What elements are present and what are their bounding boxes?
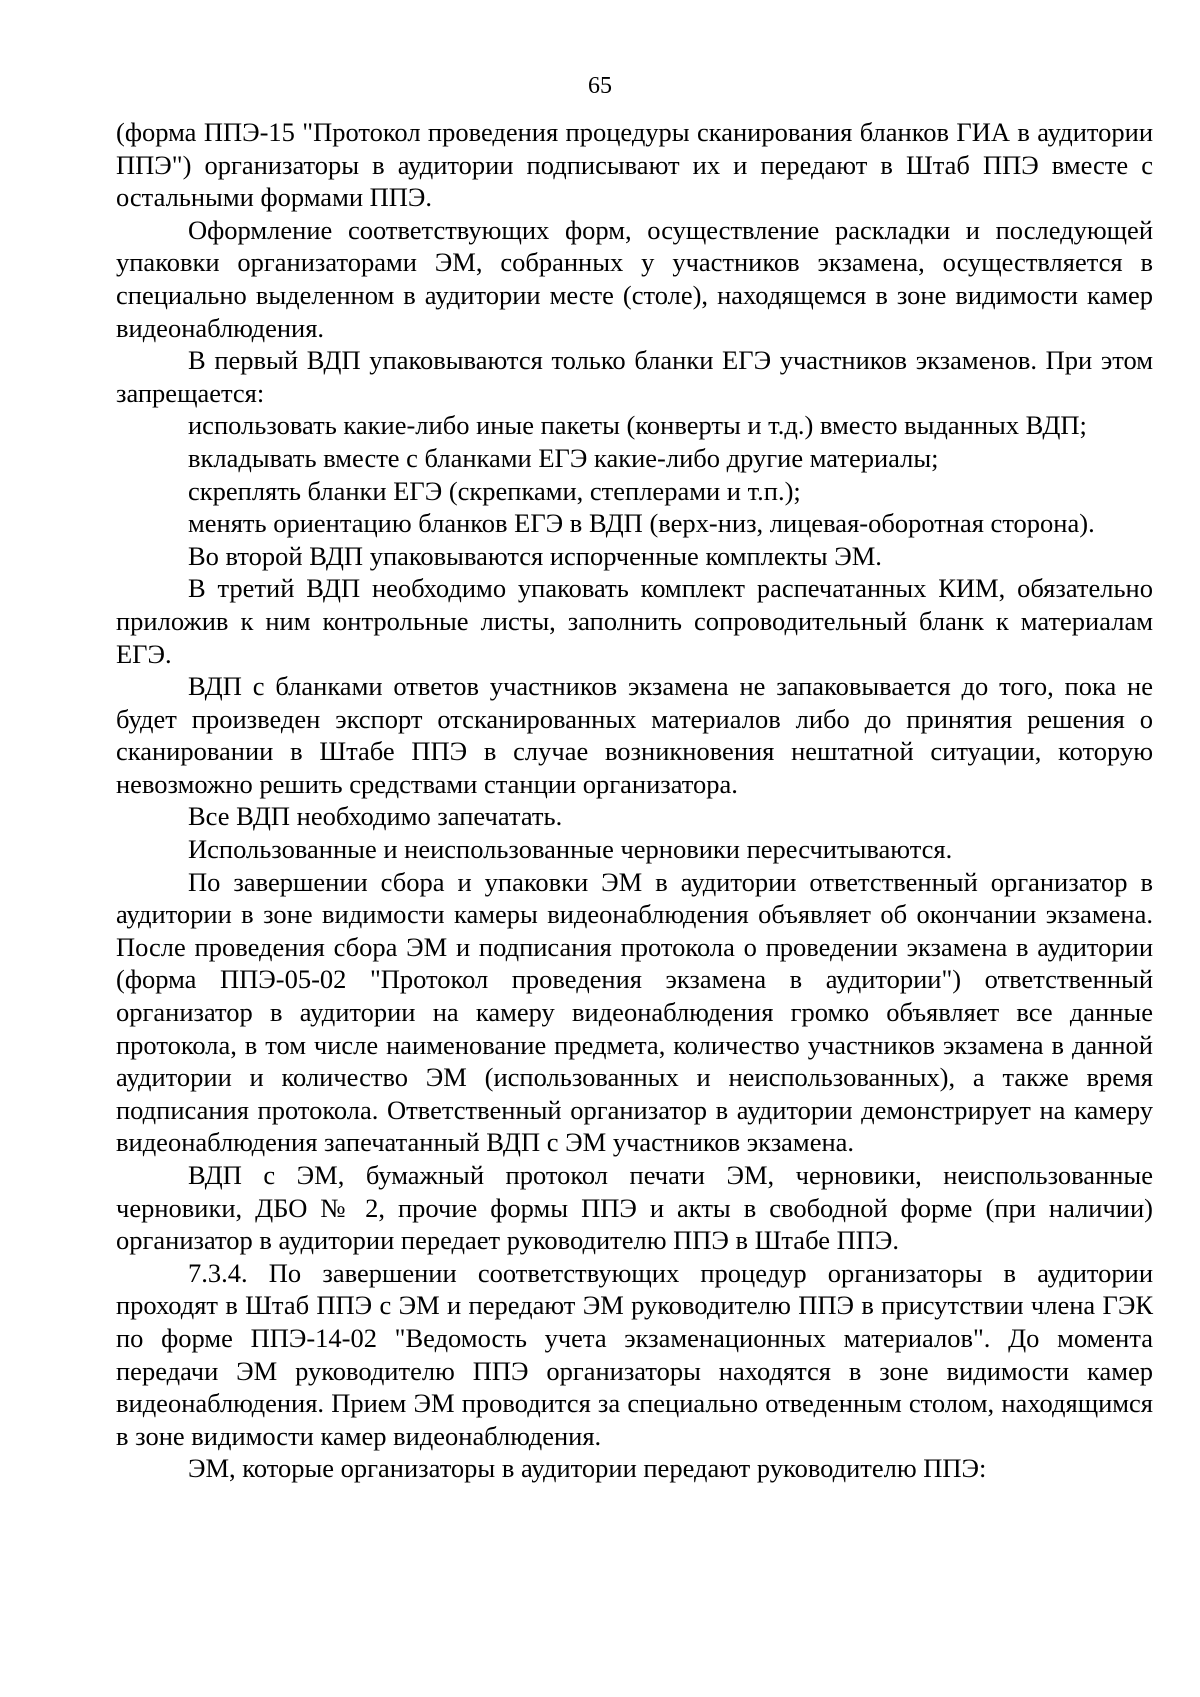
list-item: скреплять бланки ЕГЭ (скрепками, степлерами и т.п.); <box>188 475 801 506</box>
paragraph: Оформление соответствующих форм, осуществление раскладки и последующей упаковки организаторами ЭМ, собранных у участников экзамена, осуществляется в специально выделенном в аудитории месте (столе), находящемся в зоне видимости камер видеонаблюдения. <box>116 214 1153 343</box>
paragraph: В первый ВДП упаковываются только бланки ЕГЭ участников экзаменов. При этом запрещается: <box>116 345 1153 408</box>
paragraph: (форма ППЭ-15 "Протокол проведения процедуры сканирования бланков ГИА в аудитории ППЭ") организаторы в аудитории подписывают их и передают в Штаб ППЭ вместе с остальными формами ППЭ. <box>116 117 1153 213</box>
paragraph: Использованные и неиспользованные черновики пересчитываются. <box>188 834 953 865</box>
section-paragraph: 7.3.4. По завершении соответствующих процедур организаторы в аудитории проходят в Штаб ППЭ с ЭМ и передают ЭМ руководителю ППЭ в присутствии члена ГЭК по форме ППЭ-14-02 "Ведомость учета экзаменационных материалов". До момента передачи ЭМ руководителю ППЭ организаторы находятся в зоне видимости камер видеонаблюдения. Прием ЭМ проводится за специально отведенным столом, находящимся в зоне видимости камер видеонаблюдения. <box>116 1257 1153 1451</box>
page-number: 65 <box>588 73 612 99</box>
list-item: менять ориентацию бланков ЕГЭ в ВДП (верх-низ, лицевая-оборотная сторона). <box>188 508 1095 539</box>
paragraph: По завершении сбора и упаковки ЭМ в аудитории ответственный организатор в аудитории в зоне видимости камеры видеонаблюдения объявляет об окончании экзамена. После проведения сбора ЭМ и подписания протокола о проведении экзамена в аудитории (форма ППЭ-05-02 "Протокол проведения экзамена в аудитории") ответственный организатор в аудитории на камеру видеонаблюдения громко объявляет все данные протокола, в том числе наименование предмета, количество участников экзамена в данной аудитории и количество ЭМ (использованных и неиспользованных), а также время подписания протокола. Ответственный организатор в аудитории демонстрирует на камеру видеонаблюдения запечатанный ВДП с ЭМ участников экзамена. <box>116 866 1153 1158</box>
body-text <box>116 116 1153 1485</box>
paragraph: В третий ВДП необходимо упаковать комплект распечатанных КИМ, обязательно приложив к ним контрольные листы, заполнить сопроводительный бланк к материалам ЕГЭ. <box>116 573 1153 669</box>
paragraph: ВДП с бланками ответов участников экзамена не запаковывается до того, пока не будет произведен экспорт отсканированных материалов либо до принятия решения о сканировании в Штабе ППЭ в случае возникновения нештатной ситуации, которую невозможно решить средствами станции организатора. <box>116 671 1153 799</box>
list-item: использовать какие-либо иные пакеты (конверты и т.д.) вместо выданных ВДП; <box>188 410 1087 441</box>
paragraph: Во второй ВДП упаковываются испорченные комплекты ЭМ. <box>188 540 882 571</box>
list-item: вкладывать вместе с бланками ЕГЭ какие-либо другие материалы; <box>188 442 939 473</box>
paragraph: ЭМ, которые организаторы в аудитории передают руководителю ППЭ: <box>188 1453 987 1484</box>
paragraph: ВДП с ЭМ, бумажный протокол печати ЭМ, черновики, неиспользованные черновики, ДБО № 2, прочие формы ППЭ и акты в свободной форме (при наличии) организатор в аудитории передает руководителю ППЭ в Штабе ППЭ. <box>116 1160 1153 1256</box>
paragraph: Все ВДП необходимо запечатать. <box>188 801 563 832</box>
